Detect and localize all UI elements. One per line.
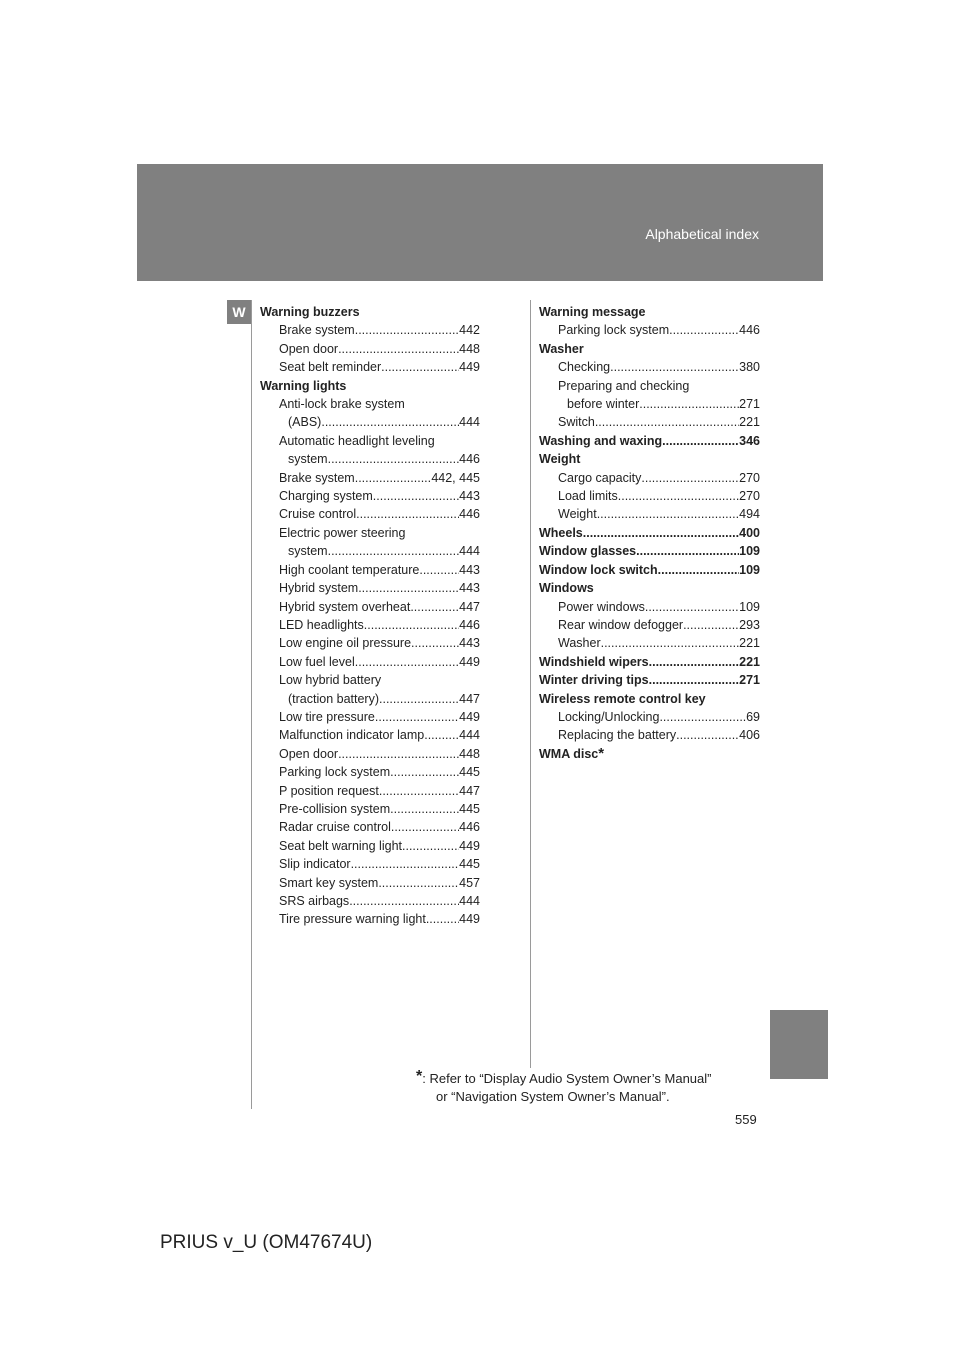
index-term: (ABS) bbox=[288, 415, 322, 430]
index-page-ref: 449 bbox=[459, 360, 480, 375]
index-term: Checking bbox=[558, 360, 611, 375]
index-term: Open door bbox=[279, 746, 339, 761]
leader-dots bbox=[669, 321, 739, 339]
index-term: system bbox=[288, 544, 328, 559]
index-page-ref: 449 bbox=[459, 654, 480, 669]
index-entry bbox=[539, 450, 760, 468]
index-page-ref: 69 bbox=[746, 709, 760, 724]
index-term: SRS airbags bbox=[279, 894, 350, 908]
index-entry bbox=[539, 708, 760, 726]
leader-dots bbox=[338, 745, 459, 763]
leader-dots bbox=[394, 818, 459, 836]
index-page-ref: 445 bbox=[459, 801, 480, 816]
index-entry bbox=[260, 377, 480, 395]
index-page-ref: 271 bbox=[739, 673, 760, 688]
index-term: Winter driving tips bbox=[539, 673, 649, 688]
index-entry bbox=[260, 782, 480, 800]
index-term: Low tire pressure bbox=[279, 709, 375, 724]
index-column-left bbox=[260, 303, 480, 929]
leader-dots bbox=[411, 634, 459, 652]
leader-dots bbox=[649, 671, 740, 689]
index-term: Warning lights bbox=[260, 378, 347, 393]
index-term: Cruise control bbox=[279, 507, 357, 522]
index-page-ref: 443 bbox=[459, 489, 480, 504]
index-page-ref: 449 bbox=[459, 709, 480, 724]
index-term: Low engine oil pressure bbox=[279, 636, 412, 651]
index-entry bbox=[260, 487, 480, 505]
index-term: Parking lock system bbox=[558, 323, 670, 338]
index-entry bbox=[260, 579, 480, 597]
index-entry bbox=[260, 690, 480, 708]
leader-dots bbox=[349, 892, 459, 910]
index-entry-wma-disc bbox=[539, 745, 760, 763]
index-page-ref: 380 bbox=[739, 360, 760, 375]
index-page-ref: 271 bbox=[739, 397, 760, 412]
column-divider-left bbox=[251, 300, 252, 1109]
index-entry bbox=[539, 634, 760, 652]
index-page-ref: 446 bbox=[459, 820, 480, 835]
index-entry bbox=[260, 837, 480, 855]
index-entry bbox=[260, 671, 480, 689]
index-entry bbox=[260, 303, 480, 321]
index-term: Smart key system bbox=[279, 875, 379, 890]
index-term: WMA disc bbox=[539, 746, 599, 761]
index-term: Switch bbox=[558, 415, 595, 430]
leader-dots bbox=[328, 450, 460, 468]
index-entry bbox=[260, 321, 480, 339]
index-entry bbox=[260, 708, 480, 726]
leader-dots bbox=[379, 782, 459, 800]
index-page-ref: 270 bbox=[739, 470, 760, 485]
index-entry bbox=[260, 358, 480, 376]
index-page-ref: 221 bbox=[739, 654, 760, 669]
leader-dots bbox=[597, 505, 739, 523]
index-page-ref: 346 bbox=[739, 433, 760, 448]
index-entry bbox=[539, 358, 760, 376]
index-term: (traction battery) bbox=[288, 691, 380, 706]
index-entry bbox=[260, 542, 480, 560]
index-term: Power windows bbox=[558, 599, 645, 614]
leader-dots bbox=[355, 469, 432, 487]
index-entry bbox=[260, 726, 480, 744]
index-page-ref: 446 bbox=[459, 507, 480, 522]
index-page-ref: 293 bbox=[739, 617, 760, 632]
index-page-ref: 400 bbox=[739, 525, 760, 540]
footnote-line-2: or “Navigation System Owner’s Manual”. bbox=[436, 1089, 670, 1104]
index-page-ref: 270 bbox=[739, 489, 760, 504]
leader-dots bbox=[636, 542, 739, 560]
leader-dots bbox=[351, 855, 460, 873]
index-entry bbox=[539, 561, 760, 579]
index-entry bbox=[539, 690, 760, 708]
index-term: Window lock switch bbox=[539, 562, 658, 577]
leader-dots bbox=[659, 708, 746, 726]
leader-dots bbox=[645, 598, 739, 616]
index-page-ref: 444 bbox=[459, 894, 480, 908]
index-column-right bbox=[539, 303, 760, 763]
leader-dots bbox=[676, 726, 739, 744]
index-page-ref: 444 bbox=[459, 544, 480, 559]
index-term: Wireless remote control key bbox=[539, 691, 706, 706]
index-term: Locking/Unlocking bbox=[558, 709, 660, 724]
footer-model-code: PRIUS v_U (OM47674U) bbox=[160, 1232, 373, 1253]
leader-dots bbox=[649, 653, 740, 671]
leader-dots bbox=[356, 505, 459, 523]
index-entry bbox=[260, 450, 480, 468]
index-page-ref: 445 bbox=[459, 765, 480, 780]
index-entry bbox=[539, 487, 760, 505]
leader-dots bbox=[390, 763, 459, 781]
index-term: Window glasses bbox=[539, 544, 637, 559]
index-term: Anti-lock brake system bbox=[279, 397, 405, 412]
chapter-side-tab bbox=[770, 1010, 828, 1079]
index-term: Parking lock system bbox=[279, 765, 391, 780]
index-entry bbox=[260, 561, 480, 579]
index-term: Brake system bbox=[279, 470, 355, 485]
leader-dots bbox=[583, 524, 739, 542]
index-term: Electric power steering bbox=[279, 525, 406, 540]
index-page-ref: 442, 445 bbox=[431, 470, 480, 485]
index-entry bbox=[539, 726, 760, 744]
index-term: Radar cruise control. bbox=[279, 820, 395, 835]
index-entry bbox=[539, 579, 760, 597]
index-entry bbox=[539, 505, 760, 523]
index-term: Cargo capacity bbox=[558, 470, 642, 485]
index-entry bbox=[539, 321, 760, 339]
index-page-ref: 457 bbox=[459, 875, 480, 890]
leader-dots bbox=[379, 690, 459, 708]
index-entry bbox=[539, 598, 760, 616]
section-letter-tab: W bbox=[227, 300, 251, 324]
index-term: before winter bbox=[567, 397, 640, 412]
index-term: Hybrid system bbox=[279, 581, 359, 596]
leader-dots bbox=[595, 413, 739, 431]
index-term: Low fuel level bbox=[279, 654, 355, 669]
index-entry bbox=[260, 800, 480, 818]
footnote-reference-star: * bbox=[598, 744, 605, 762]
index-page-ref: 447 bbox=[459, 783, 480, 798]
index-page-ref: 443 bbox=[459, 562, 480, 577]
index-entry bbox=[260, 763, 480, 781]
leader-dots bbox=[381, 358, 459, 376]
index-entry bbox=[539, 671, 760, 689]
index-entry bbox=[260, 745, 480, 763]
leader-dots bbox=[355, 653, 459, 671]
index-page-ref: 109 bbox=[739, 562, 760, 577]
section-title: Alphabetical index bbox=[645, 226, 759, 242]
footnote-star: * bbox=[416, 1068, 423, 1085]
index-term: Washer bbox=[539, 341, 584, 356]
index-term: Warning buzzers bbox=[260, 305, 360, 319]
index-term: Replacing the battery bbox=[558, 728, 677, 743]
index-term: Rear window defogger bbox=[558, 617, 684, 632]
index-page-ref: 221 bbox=[739, 415, 760, 430]
leader-dots bbox=[390, 800, 459, 818]
index-entry bbox=[260, 340, 480, 358]
index-entry bbox=[260, 653, 480, 671]
leader-dots bbox=[378, 874, 459, 892]
index-page-ref: 446 bbox=[739, 323, 760, 338]
index-entry bbox=[539, 653, 760, 671]
index-page-ref: 447 bbox=[459, 691, 480, 706]
index-term: Low hybrid battery bbox=[279, 673, 382, 688]
index-entry bbox=[260, 395, 480, 413]
index-page-ref: 449 bbox=[459, 838, 480, 853]
index-term: LED headlights bbox=[279, 617, 364, 632]
index-entry bbox=[260, 413, 480, 431]
index-page-ref: 447 bbox=[459, 599, 480, 614]
leader-dots bbox=[419, 561, 459, 579]
leader-dots bbox=[338, 340, 459, 358]
leader-dots bbox=[321, 413, 459, 431]
index-term: Washing and waxing bbox=[539, 433, 663, 448]
index-page-ref: 406 bbox=[739, 728, 760, 743]
leader-dots bbox=[426, 910, 459, 928]
leader-dots bbox=[601, 634, 740, 652]
column-divider-middle bbox=[530, 300, 531, 1068]
index-term: Slip indicator bbox=[279, 857, 351, 872]
leader-dots bbox=[410, 598, 459, 616]
leader-dots bbox=[358, 579, 459, 597]
leader-dots bbox=[662, 432, 739, 450]
index-term: Hybrid system overheat bbox=[279, 599, 411, 614]
index-page-ref: 449 bbox=[459, 912, 480, 927]
index-entry bbox=[539, 377, 760, 395]
leader-dots bbox=[658, 561, 739, 579]
index-entry bbox=[539, 469, 760, 487]
index-term: Weight bbox=[539, 452, 581, 467]
index-term: Seat belt warning light bbox=[279, 838, 402, 853]
index-entry bbox=[260, 505, 480, 523]
index-entry bbox=[260, 524, 480, 542]
index-entry bbox=[539, 616, 760, 634]
leader-dots bbox=[424, 726, 459, 744]
index-entry bbox=[260, 818, 480, 836]
index-term: Malfunction indicator lamp bbox=[279, 728, 425, 743]
footnote-line-1: : Refer to “Display Audio System Owner’s Manual” bbox=[422, 1071, 712, 1086]
index-entry bbox=[539, 340, 760, 358]
index-entry bbox=[260, 892, 480, 910]
index-term: Automatic headlight leveling bbox=[279, 433, 435, 448]
index-page-ref: 446 bbox=[459, 617, 480, 632]
index-term: Pre-collision system bbox=[279, 801, 391, 816]
page-number: 559 bbox=[735, 1112, 757, 1127]
index-term: Windshield wipers bbox=[539, 654, 649, 669]
index-page-ref: 445 bbox=[459, 857, 480, 872]
index-term: Wheels bbox=[539, 525, 583, 540]
leader-dots bbox=[328, 542, 460, 560]
index-entry bbox=[260, 432, 480, 450]
leader-dots bbox=[364, 616, 459, 634]
index-page-ref: 448 bbox=[459, 341, 480, 356]
index-page-ref: 442 bbox=[459, 323, 480, 338]
index-term: Warning message bbox=[539, 305, 646, 319]
leader-dots bbox=[618, 487, 739, 505]
leader-dots bbox=[639, 395, 739, 413]
index-entry bbox=[539, 303, 760, 321]
index-page-ref: 446 bbox=[459, 452, 480, 467]
index-entry bbox=[539, 395, 760, 413]
index-entry bbox=[539, 413, 760, 431]
index-term: P position request bbox=[279, 783, 379, 798]
index-entry bbox=[260, 634, 480, 652]
index-entry bbox=[539, 524, 760, 542]
index-page-ref: 221 bbox=[739, 636, 760, 651]
index-page-ref: 443 bbox=[459, 636, 480, 651]
index-term: Windows bbox=[539, 581, 594, 596]
index-entry bbox=[260, 874, 480, 892]
index-entry bbox=[539, 432, 760, 450]
leader-dots bbox=[355, 321, 459, 339]
index-page-ref: 494 bbox=[739, 507, 760, 522]
index-entry bbox=[260, 616, 480, 634]
index-term: High coolant temperature bbox=[279, 562, 420, 577]
index-entry bbox=[260, 855, 480, 873]
header-band bbox=[137, 164, 823, 281]
index-term: Charging system bbox=[279, 489, 373, 504]
index-entry bbox=[260, 598, 480, 616]
leader-dots bbox=[375, 708, 459, 726]
index-entry bbox=[260, 469, 480, 487]
index-page-ref: 444 bbox=[459, 415, 480, 430]
index-entry bbox=[539, 542, 760, 560]
index-page-ref: 448 bbox=[459, 746, 480, 761]
index-term: Brake system bbox=[279, 323, 355, 338]
leader-dots bbox=[641, 469, 739, 487]
index-term: Washer bbox=[558, 636, 601, 651]
index-term: Load limits bbox=[558, 489, 618, 504]
index-term: Open door bbox=[279, 341, 339, 356]
index-page-ref: 444 bbox=[459, 728, 480, 743]
leader-dots bbox=[683, 616, 739, 634]
index-term: Seat belt reminder bbox=[279, 360, 382, 375]
index-page-ref: 443 bbox=[459, 581, 480, 596]
footnote bbox=[416, 1068, 711, 1106]
leader-dots bbox=[373, 487, 459, 505]
index-page-ref: 109 bbox=[739, 544, 760, 559]
leader-dots bbox=[402, 837, 459, 855]
index-term: Tire pressure warning light bbox=[279, 912, 426, 927]
index-term: system bbox=[288, 452, 328, 467]
index-page-ref: 109 bbox=[739, 599, 760, 614]
index-term: Weight bbox=[558, 507, 597, 522]
index-term: Preparing and checking bbox=[558, 378, 690, 393]
index-entry bbox=[260, 910, 480, 928]
leader-dots bbox=[610, 358, 739, 376]
